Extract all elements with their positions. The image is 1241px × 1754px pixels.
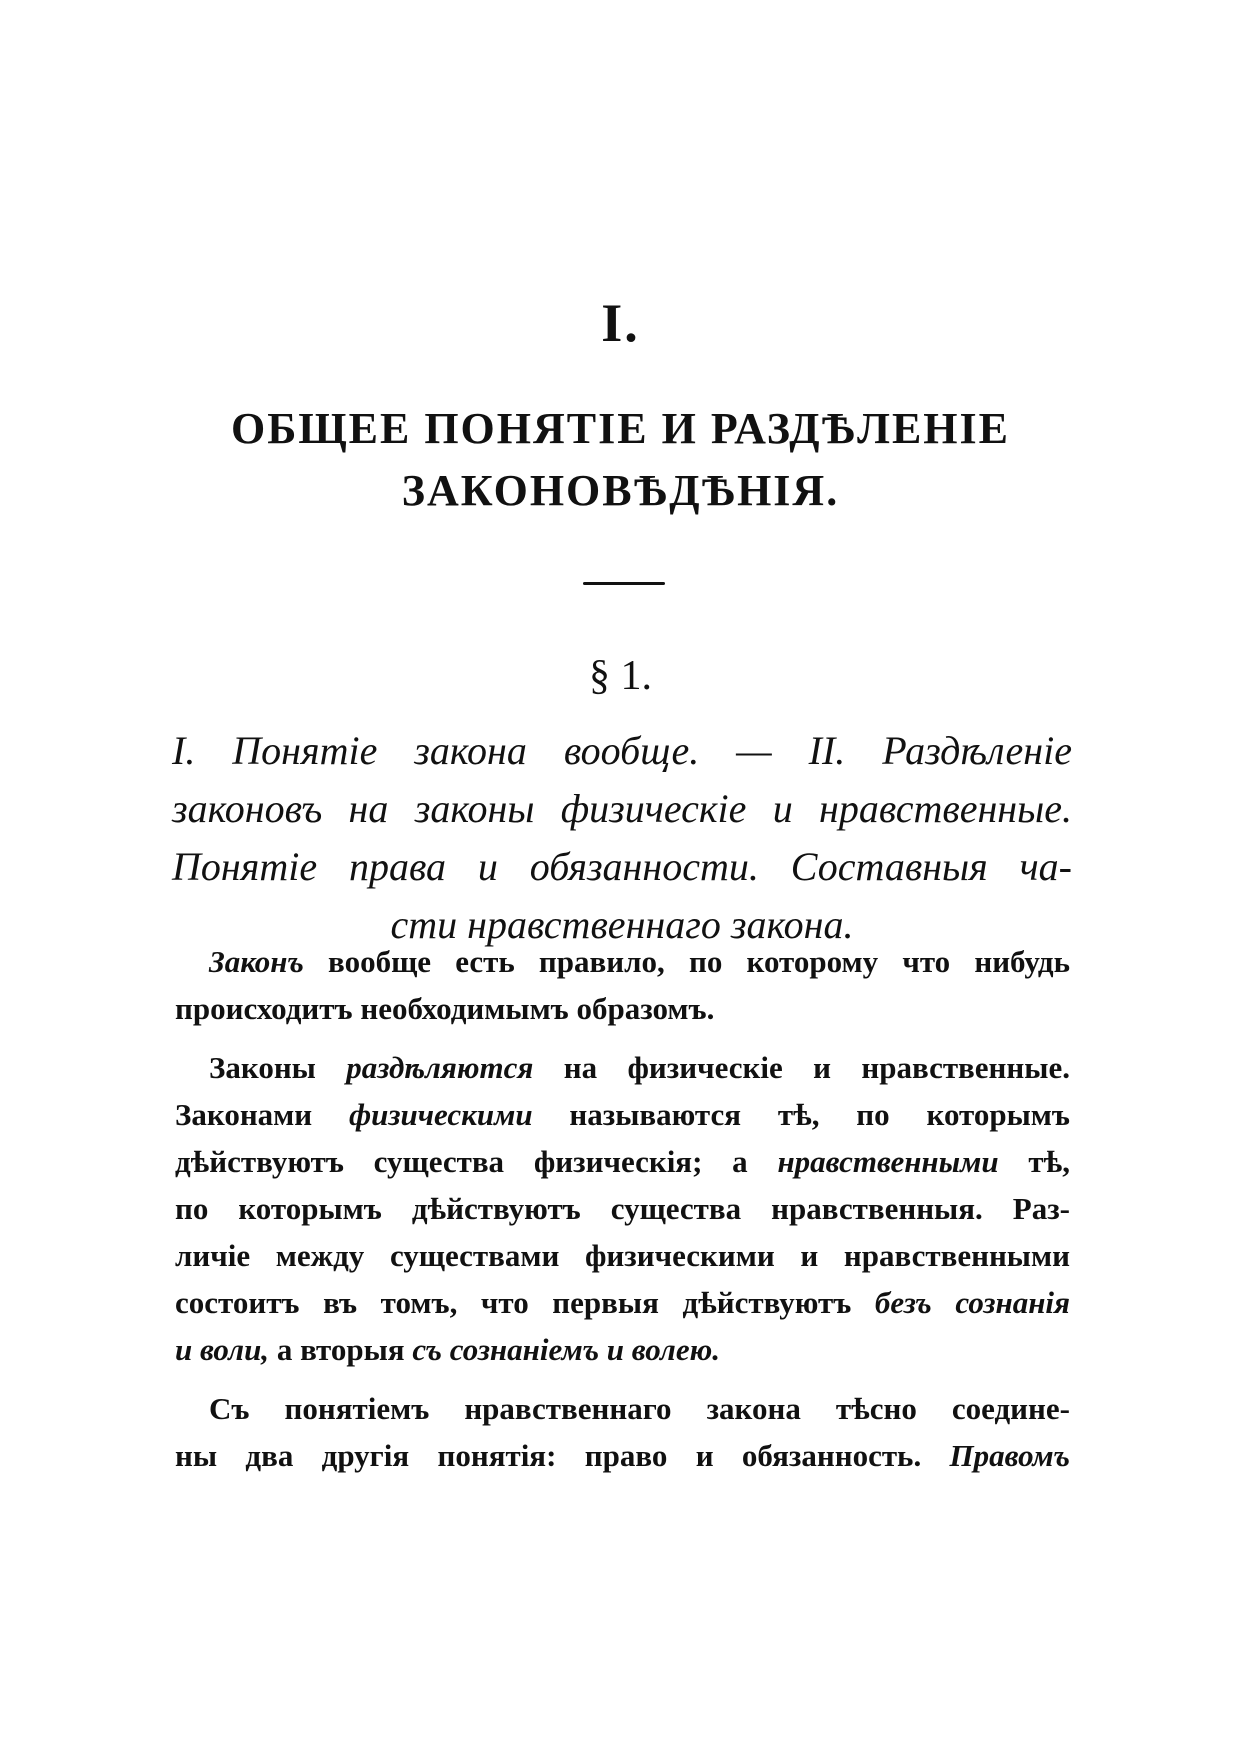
text-run: тѣ,	[998, 1144, 1070, 1179]
term: съ сознаніемъ и волею.	[412, 1332, 720, 1367]
text-line	[175, 1044, 1070, 1091]
chapter-title-line: ОБЩЕЕ ПОНЯТІЕ И РАЗДѢЛЕНІЕ	[231, 404, 1010, 453]
text-run: Законы	[209, 1050, 347, 1085]
summary-line: Понятіе права и обязанности. Составныя ча-	[172, 844, 1072, 889]
text-run: а вторыя	[269, 1332, 413, 1367]
text-line: личіе между существами физическими и нравственными	[175, 1238, 1070, 1273]
chapter-title	[0, 398, 1241, 522]
text-line	[175, 1326, 1070, 1373]
term: нравственными	[777, 1144, 999, 1179]
paragraph	[175, 1385, 1070, 1479]
chapter-title-line: ЗАКОНОВѢДѢНІЯ.	[401, 466, 840, 515]
text-line	[175, 1091, 1070, 1138]
text-run: Законами	[175, 1097, 349, 1132]
section-summary	[172, 722, 1072, 954]
term: Законъ	[209, 944, 304, 979]
text-line: по которымъ дѣйствуютъ существа нравственныя. Раз-	[175, 1191, 1070, 1226]
text-line	[175, 938, 1070, 985]
term: физическими	[348, 1097, 533, 1132]
text-run: вообще есть правило, по которому что нибудь	[303, 944, 1070, 979]
paragraph	[175, 938, 1070, 1032]
text-run: состоитъ въ томъ, что первыя дѣйствуютъ	[175, 1285, 875, 1320]
text-line	[175, 1432, 1070, 1479]
summary-line: сти нравственнаго закона.	[390, 902, 854, 947]
term: безъ сознанія	[874, 1285, 1071, 1320]
summary-line: I. Понятіе закона вообще. — II. Раздѣленіе	[172, 728, 1072, 773]
text-line	[175, 1279, 1070, 1326]
term: и воли,	[175, 1332, 270, 1367]
ornamental-divider	[583, 582, 665, 585]
text-line: происходитъ необходимымъ образомъ.	[175, 991, 715, 1026]
chapter-number: I.	[601, 293, 640, 353]
text-run: называются тѣ, по которымъ	[532, 1097, 1070, 1132]
text-run: ны два другія понятія: право и обязанность.	[175, 1438, 950, 1473]
summary-line: законовъ на законы физическіе и нравственные.	[172, 786, 1072, 831]
text-run: дѣйствуютъ существа физическія; а	[175, 1144, 778, 1179]
term: Правомъ	[949, 1438, 1070, 1473]
section-mark: § 1.	[589, 653, 652, 699]
text-run: на физическіе и нравственные.	[533, 1050, 1070, 1085]
body-text	[175, 938, 1070, 1491]
text-line	[175, 1138, 1070, 1185]
text-line: Съ понятіемъ нравственнаго закона тѣсно соедине-	[209, 1391, 1070, 1426]
term: раздѣляются	[346, 1050, 534, 1085]
paragraph	[175, 1044, 1070, 1373]
